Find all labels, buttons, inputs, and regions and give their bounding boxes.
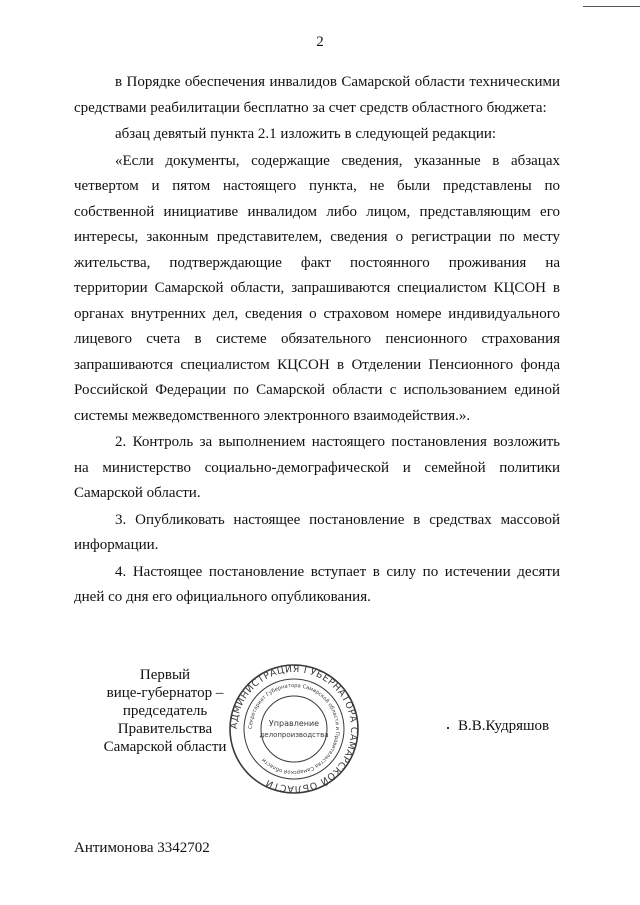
signatory-title bbox=[74, 666, 256, 756]
executor-contact: Антимонова 3342702 bbox=[74, 840, 210, 856]
signatory-line-2: вице-губернатор – bbox=[106, 685, 224, 701]
seal-center-line2: делопроизводства bbox=[259, 731, 329, 739]
scan-corner-mark bbox=[583, 6, 640, 7]
seal-inner-text: Секретариат Губернатора Самарской области и Правительства Самарской области bbox=[247, 682, 341, 776]
paragraph-effective: 4. Настоящее постановление вступает в силу по истечении десяти дней со дня его официального опубликования. bbox=[74, 563, 560, 605]
signature-mark bbox=[447, 727, 449, 729]
seal-center-line1: Управление bbox=[268, 719, 320, 728]
paragraph-control: 2. Контроль за выполнением настоящего постановления возложить на министерство социально-демографической и семейной политики Самарской области. bbox=[74, 434, 560, 501]
signatory-line-3: председатель Правительства bbox=[117, 703, 213, 737]
paragraph-order-title: в Порядке обеспечения инвалидов Самарской области техническими средствами реабилитации бесплатно за счет средств областного бюджета: bbox=[74, 74, 560, 116]
paragraph-amendment-text: «Если документы, содержащие сведения, указанные в абзацах четвертом и пятом настоящего пункта, не были представлены по собственной инициативе инвалидом либо лицом, представляющим его интересы, законным представителем, сведения о регистрации по месту жительства, подтверждающие факт постоянного проживания на территории Самарской области, запрашиваются специалистом КЦСОН в органах внутренних дел, сведения о страховом номере индивидуального лицевого счета в системе обязательного пенсионного страхования запрашиваются специалистом КЦСОН в Отделении Пенсионного фонда Российской Федерации по Самарской области с использованием единой системы межведомственного электронного взаимодействия.». bbox=[74, 152, 560, 424]
page-number: 2 bbox=[316, 34, 324, 50]
signatory-line-1: Первый bbox=[139, 667, 191, 683]
document-body bbox=[74, 70, 560, 612]
paragraph-amendment-intro: абзац девятый пункта 2.1 изложить в следующей редакции: bbox=[115, 126, 497, 142]
signatory-line-4: Самарской области bbox=[103, 739, 227, 755]
paragraph-publish: 3. Опубликовать настоящее постановление в средствах массовой информации. bbox=[74, 511, 560, 553]
seal-outer-text: АДМИНИСТРАЦИЯ ГУБЕРНАТОРА САМАРСКОЙ ОБЛАСТИ bbox=[228, 663, 360, 795]
signatory-name: В.В.Кудряшов bbox=[458, 718, 550, 734]
